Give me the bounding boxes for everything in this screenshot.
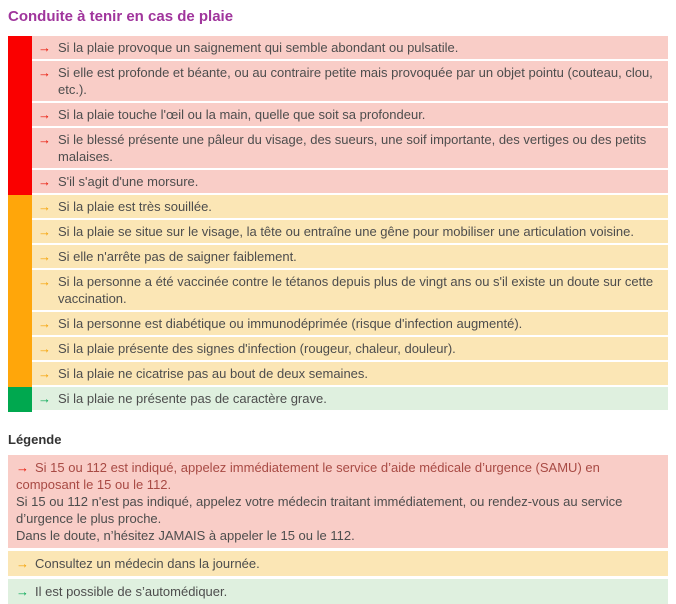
severity-bar-orange-icon: [8, 245, 32, 270]
page-title: Conduite à tenir en cas de plaie: [8, 8, 234, 25]
table-row-content: [32, 387, 668, 412]
severity-bar-orange-icon: [8, 270, 32, 312]
table-row-text: Si la plaie est très souillée.: [58, 199, 212, 214]
legend-sentence: Dans le doute, n’hésitez JAMAIS à appeler le 15 ou le 112.: [16, 528, 355, 543]
table-row-content: [32, 170, 668, 195]
table-row: [8, 61, 668, 103]
severity-bar-red-icon: [8, 36, 32, 61]
arrow-icon: →: [38, 316, 51, 331]
arrow-icon: →: [38, 107, 51, 122]
table-row: [8, 270, 668, 312]
table-row-text: Si la plaie provoque un saignement qui semble abondant ou pulsatile.: [58, 40, 459, 55]
table-row: [8, 170, 668, 195]
arrow-icon: →: [38, 224, 51, 239]
legend-sentence: Si 15 ou 112 est indiqué, appelez immédiatement le service d’aide médicale d’urgence (SAMU) en composant le 15 ou le 112.: [16, 460, 600, 492]
table-row-content: [32, 245, 668, 270]
table-row: [8, 387, 668, 412]
table-row-text: Si la personne est diabétique ou immunodéprimée (risque d'infection augmenté).: [58, 316, 523, 331]
table-row-text: Si la plaie touche l'œil ou la main, quelle que soit sa profondeur.: [58, 107, 426, 122]
arrow-icon: →: [16, 460, 29, 475]
arrow-icon: →: [16, 556, 29, 571]
arrow-icon: →: [38, 366, 51, 381]
legend-item-orange: [8, 551, 668, 576]
table-row-text: Si la plaie ne présente pas de caractère grave.: [58, 391, 327, 406]
arrow-icon: →: [38, 40, 51, 55]
table-row: [8, 337, 668, 362]
table-row-text: S'il s'agit d'une morsure.: [58, 174, 199, 189]
legend-text: Il est possible de s’automédiquer.: [35, 584, 228, 599]
legend-sentence: Si 15 ou 112 n'est pas indiqué, appelez votre médecin traitant immédiatement, ou rendez-vous au service d’urgence le plus proche.: [16, 494, 623, 526]
arrow-icon: →: [38, 391, 51, 406]
table-row: [8, 36, 668, 61]
table-row-content: [32, 61, 668, 103]
table-row-text: Si la plaie se situe sur le visage, la tête ou entraîne une gêne pour mobiliser une articulation voisine.: [58, 224, 634, 239]
legend-item-red: [8, 455, 668, 548]
table-row: [8, 220, 668, 245]
legend-heading: Légende: [8, 432, 62, 447]
legend-item-green: [8, 579, 668, 604]
table-row-content: [32, 220, 668, 245]
table-row: [8, 245, 668, 270]
severity-bar-red-icon: [8, 103, 32, 128]
severity-bar-red-icon: [8, 61, 32, 103]
arrow-icon: →: [38, 199, 51, 214]
arrow-icon: →: [38, 132, 51, 147]
table-row-content: [32, 195, 668, 220]
table-row-content: [32, 36, 668, 61]
arrow-icon: →: [38, 274, 51, 289]
table-row-text: Si la plaie présente des signes d'infection (rougeur, chaleur, douleur).: [58, 341, 456, 356]
table-row: [8, 128, 668, 170]
arrow-icon: →: [38, 249, 51, 264]
table-row-text: Si la plaie ne cicatrise pas au bout de deux semaines.: [58, 366, 369, 381]
table-row: [8, 312, 668, 337]
arrow-icon: →: [16, 584, 29, 599]
severity-bar-red-icon: [8, 170, 32, 195]
table-row-content: [32, 312, 668, 337]
table-row-text: Si elle n'arrête pas de saigner faiblement.: [58, 249, 297, 264]
legend: [8, 455, 668, 604]
table-row-content: [32, 337, 668, 362]
table-row-content: [32, 270, 668, 312]
severity-bar-orange-icon: [8, 312, 32, 337]
table-row-text: Si elle est profonde et béante, ou au contraire petite mais provoquée par un objet pointu (couteau, clou, etc.).: [58, 65, 653, 97]
table-row: [8, 362, 668, 387]
severity-bar-orange-icon: [8, 337, 32, 362]
table-row-content: [32, 103, 668, 128]
arrow-icon: →: [38, 174, 51, 189]
arrow-icon: →: [38, 65, 51, 80]
table-row-content: [32, 128, 668, 170]
severity-bar-orange-icon: [8, 220, 32, 245]
table-row-text: Si le blessé présente une pâleur du visage, des sueurs, une soif importante, des vertiges ou des petits malaises.: [58, 132, 647, 164]
triage-table: [8, 36, 668, 412]
severity-bar-orange-icon: [8, 195, 32, 220]
severity-bar-orange-icon: [8, 362, 32, 387]
severity-bar-red-icon: [8, 128, 32, 170]
table-row: [8, 195, 668, 220]
table-row-content: [32, 362, 668, 387]
legend-text: Consultez un médecin dans la journée.: [35, 556, 260, 571]
table-row: [8, 103, 668, 128]
arrow-icon: →: [38, 341, 51, 356]
severity-bar-green-icon: [8, 387, 32, 412]
table-row-text: Si la personne a été vaccinée contre le tétanos depuis plus de vingt ans ou s'il existe un doute sur cette vaccination.: [58, 274, 654, 306]
